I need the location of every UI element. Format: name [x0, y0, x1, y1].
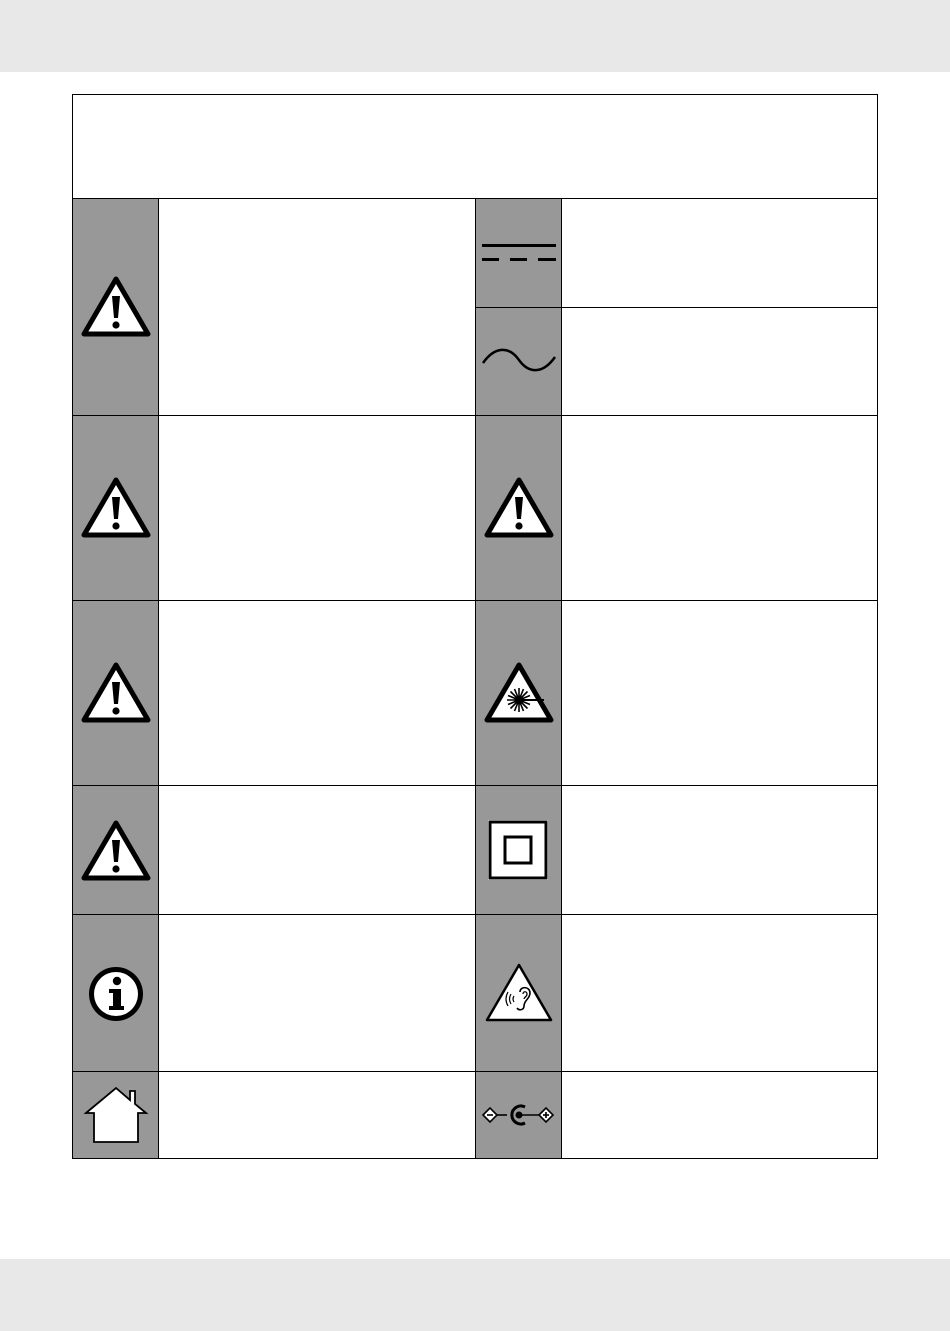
table-vline — [561, 199, 562, 1159]
table-row-divider — [72, 600, 878, 601]
protection-class-ii-icon — [488, 820, 548, 880]
indoor-use-house-icon — [81, 1085, 151, 1145]
table-vline — [158, 199, 159, 1159]
alternating-current-icon — [481, 348, 557, 372]
dc-polarity-icon — [481, 1101, 557, 1129]
table-row-divider — [475, 307, 878, 308]
table-row-divider — [72, 1071, 878, 1072]
page-header-band — [0, 0, 950, 72]
table-row-divider — [72, 785, 878, 786]
warning-triangle-icon — [81, 662, 151, 724]
warning-triangle-icon — [81, 477, 151, 539]
information-icon — [87, 965, 145, 1023]
laser-warning-icon — [484, 662, 554, 724]
table-row-divider — [72, 914, 878, 915]
warning-triangle-icon — [81, 820, 151, 882]
hearing-damage-warning-icon — [484, 962, 554, 1024]
table-vline — [475, 199, 476, 1159]
table-row-divider — [72, 415, 878, 416]
warning-triangle-icon — [484, 477, 554, 539]
warning-triangle-icon — [81, 276, 151, 338]
direct-current-icon — [481, 242, 557, 264]
page-footer-band — [0, 1259, 950, 1331]
